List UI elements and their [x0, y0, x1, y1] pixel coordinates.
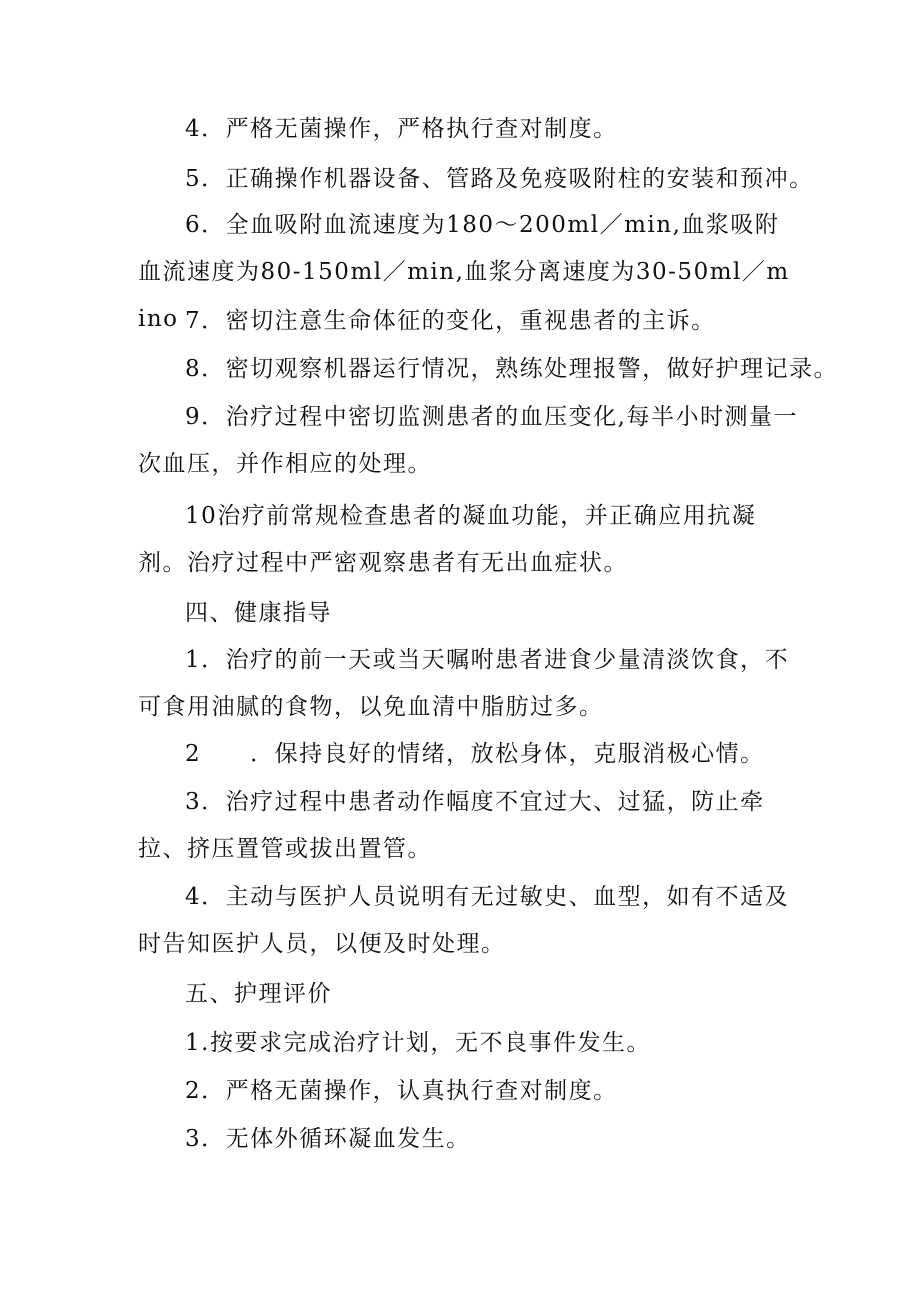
paragraph-nursing-5: 5．正确操作机器设备、管路及免疫吸附柱的安装和预冲。 [185, 166, 814, 192]
paragraph-nursing-7: 7．密切注意生命体征的变化，重视患者的主诉。 [185, 308, 716, 334]
paragraph-guidance-3: 3．治疗过程中患者动作幅度不宜过大、过猛，防止牵拉、挤压置管或拔出置管。 [138, 789, 765, 862]
paragraph-evaluation-1: 1.按要求完成治疗计划，无不良事件发生。 [185, 1030, 651, 1056]
paragraph-nursing-10: 10治疗前常规检查患者的凝血功能，并正确应用抗凝剂。治疗过程中严密观察患者有无出血症状。 [138, 503, 757, 576]
paragraph-guidance-2: 2 ．保持良好的情绪，放松身体，克服消极心情。 [185, 741, 765, 767]
paragraph-nursing-6: 6．全血吸附血流速度为180～200ml／min,血浆吸附血流速度为80-150ml／min,血浆分离速度为30-50ml／mino [138, 212, 790, 332]
paragraph-guidance-4: 4．主动与医护人员说明有无过敏史、血型，如有不适及时告知医护人员，以便及时处理。 [138, 884, 790, 957]
paragraph-evaluation-2: 2．严格无菌操作，认真执行查对制度。 [185, 1078, 618, 1104]
paragraph-nursing-8: 8．密切观察机器运行情况，熟练处理报警，做好护理记录。 [185, 356, 839, 382]
section-heading-health-guidance: 四、健康指导 [185, 600, 332, 626]
paragraph-nursing-4: 4．严格无菌操作，严格执行查对制度。 [185, 116, 618, 142]
paragraph-evaluation-3: 3．无体外循环凝血发生。 [185, 1126, 471, 1152]
paragraph-nursing-9: 9．治疗过程中密切监测患者的血压变化,每半小时测量一次血压，并作相应的处理。 [138, 404, 798, 477]
paragraph-guidance-1: 1．治疗的前一天或当天嘱咐患者进食少量清淡饮食，不可食用油腻的食物，以免血清中脂肪过多。 [138, 647, 790, 720]
section-heading-nursing-evaluation: 五、护理评价 [185, 981, 332, 1007]
